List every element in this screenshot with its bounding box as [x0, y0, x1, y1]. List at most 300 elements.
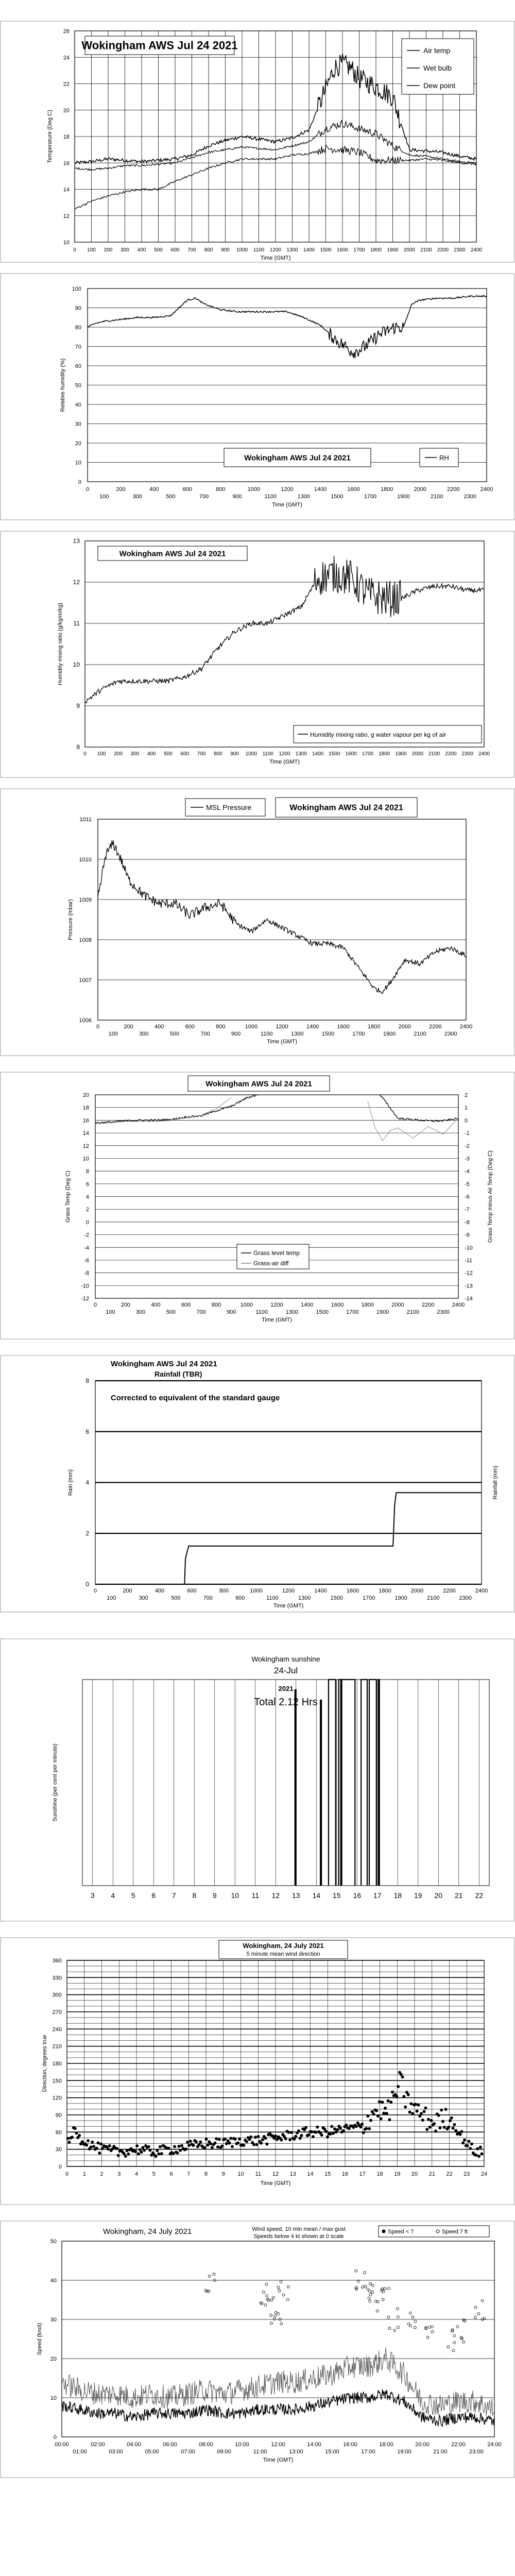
- x-tick-label: 100: [87, 247, 96, 253]
- y-tick-label: -6: [84, 1257, 89, 1264]
- direction-point: [430, 2119, 433, 2122]
- chart-title: Wokingham AWS Jul 24 2021: [244, 453, 351, 463]
- x-tick-label: 500: [166, 494, 176, 500]
- y-tick-label: 4: [85, 1194, 89, 1200]
- direction-point: [108, 2144, 111, 2147]
- direction-point: [101, 2147, 104, 2150]
- grass-temp-chart-panel: [0, 1072, 515, 1340]
- direction-point: [159, 2145, 162, 2148]
- x-tick-label: 1400: [301, 1302, 314, 1308]
- x-tick-label: 300: [135, 1309, 146, 1315]
- x-tick-label: 15: [332, 1891, 341, 1900]
- direction-point: [437, 2114, 440, 2117]
- x-tick-label: 1800: [379, 1588, 391, 1594]
- x-tick-label: 1500: [331, 494, 344, 500]
- direction-point: [189, 2140, 192, 2143]
- direction-point: [397, 2085, 400, 2088]
- x-tick-label: 11:00: [253, 2449, 267, 2455]
- x-tick-label: 200: [104, 247, 113, 253]
- direction-point: [107, 2147, 110, 2150]
- chart-frame: [1, 1072, 514, 1339]
- direction-point: [447, 2126, 450, 2129]
- chart-title: Wokingham AWS Jul 24 2021: [111, 1360, 217, 1368]
- y2-tick-label: -5: [465, 1181, 470, 1188]
- x-tick-label: 10:00: [235, 2442, 249, 2448]
- x-tick-label: 100: [97, 751, 106, 757]
- chart-subtitle: Wind speed, 10 min mean / max gust: [252, 2226, 346, 2232]
- y-tick-label: 150: [52, 2078, 62, 2084]
- y-tick-label: 30: [55, 2146, 62, 2153]
- sunshine-chart-panel: [0, 1638, 515, 1922]
- x-tick-label: 1600: [345, 751, 357, 757]
- y-tick-label: 10: [73, 661, 80, 668]
- x-tick-label: 1400: [306, 1024, 319, 1030]
- y-tick-label: -2: [84, 1232, 89, 1239]
- x-tick-label: 300: [130, 751, 140, 757]
- x-tick-label: 19:00: [397, 2449, 411, 2455]
- x-tick-label: 2100: [414, 1031, 426, 1037]
- x-tick-label: 1200: [279, 751, 290, 757]
- x-tick-label: 0: [96, 1024, 100, 1030]
- x-tick-label: 1800: [379, 751, 390, 757]
- x-tick-label: 1300: [298, 1595, 311, 1601]
- x-tick-label: 6: [169, 2171, 173, 2177]
- y-tick-label: 4: [85, 1479, 89, 1486]
- grass-temp-chart: [0, 1072, 515, 1340]
- direction-point: [264, 2137, 267, 2140]
- y-tick-label: 20: [82, 1092, 89, 1098]
- direction-point: [441, 2120, 444, 2123]
- x-tick-label: 2400: [475, 1588, 488, 1594]
- legend-label: Humidity mixing ratio, g water vapour per kg of air: [310, 731, 447, 738]
- x-tick-label: 2200: [422, 1302, 435, 1308]
- direction-point: [184, 2147, 187, 2150]
- x-tick-label: 300: [132, 494, 143, 500]
- x-tick-label: 1100: [253, 247, 265, 253]
- direction-point: [402, 2095, 405, 2098]
- x-tick-label: 2100: [406, 1309, 420, 1315]
- y-tick-label: 14: [63, 187, 70, 193]
- y-tick-label: 60: [75, 363, 81, 369]
- x-tick-label: 900: [231, 1031, 241, 1037]
- x-tick-label: 19: [414, 1891, 422, 1900]
- legend-label: MSL Pressure: [206, 803, 252, 811]
- x-tick-label: 1400: [303, 247, 315, 253]
- x-tick-label: 7: [171, 1891, 176, 1900]
- direction-point: [115, 2147, 118, 2150]
- direction-point: [452, 2127, 455, 2130]
- x-tick-label: 600: [180, 751, 190, 757]
- direction-point: [300, 2134, 303, 2137]
- chart-frame: [1, 789, 514, 1056]
- direction-point: [443, 2126, 446, 2129]
- x-tick-label: 500: [164, 751, 173, 757]
- direction-point: [242, 2144, 245, 2147]
- legend-label: Grass-air diff: [253, 1260, 289, 1267]
- y-tick-label: -4: [84, 1245, 89, 1251]
- y-tick-label: 11: [73, 620, 80, 627]
- direction-point: [332, 2132, 335, 2135]
- x-tick-label: 1100: [255, 1309, 268, 1315]
- y-tick-label: 10: [50, 2395, 57, 2401]
- x-tick-label: 1500: [330, 1595, 343, 1601]
- x-tick-label: 300: [139, 1031, 149, 1037]
- x-tick-label: 1300: [285, 1309, 299, 1315]
- temperature-chart-panel: [0, 21, 515, 263]
- direction-point: [274, 2134, 277, 2138]
- x-tick-label: 1600: [346, 1588, 359, 1594]
- y-tick-label: 20: [75, 440, 81, 447]
- direction-point: [143, 2149, 146, 2152]
- x-tick-label: 15:00: [325, 2449, 339, 2455]
- direction-point: [124, 2155, 127, 2158]
- direction-point: [245, 2140, 248, 2143]
- direction-point: [137, 2153, 140, 2156]
- x-tick-label: 17:00: [361, 2449, 375, 2455]
- direction-point: [280, 2139, 283, 2142]
- x-tick-label: 700: [200, 1031, 210, 1037]
- y-tick-label: 0: [53, 2434, 57, 2441]
- direction-point: [395, 2095, 398, 2098]
- direction-point: [434, 2130, 437, 2133]
- direction-point: [90, 2146, 93, 2149]
- direction-point: [438, 2126, 441, 2129]
- x-tick-label: 14: [307, 2171, 314, 2177]
- x-tick-label: 2200: [447, 486, 460, 493]
- x-tick-label: 800: [204, 247, 213, 253]
- x-axis-label: Time (GMT): [260, 255, 291, 261]
- x-tick-label: 2200: [443, 1588, 456, 1594]
- chart-annotation: Corrected to equivalent of the standard gauge: [111, 1394, 280, 1402]
- x-tick-label: 20:00: [415, 2442, 430, 2448]
- direction-point: [156, 2149, 159, 2152]
- direction-point: [265, 2143, 268, 2146]
- x-tick-label: 100: [108, 1031, 118, 1037]
- x-tick-label: 21:00: [433, 2449, 448, 2455]
- x-tick-label: 900: [232, 494, 242, 500]
- legend-label: Wet bulb: [423, 64, 452, 72]
- chart-frame: [1, 1639, 514, 1921]
- x-tick-label: 01:00: [73, 2449, 87, 2455]
- direction-point: [449, 2119, 452, 2122]
- direction-point: [411, 2112, 414, 2115]
- y-tick-label: 330: [52, 1975, 62, 1981]
- y-tick-label: 20: [63, 107, 70, 114]
- y-tick-label: 0: [58, 2164, 62, 2170]
- sunshine-chart: [0, 1638, 515, 1922]
- x-tick-label: 17: [373, 1891, 382, 1900]
- x-tick-label: 1400: [312, 751, 324, 757]
- x-tick-label: 600: [182, 486, 192, 493]
- x-tick-label: 22: [446, 2171, 453, 2177]
- y-tick-label: 13: [73, 537, 80, 545]
- direction-point: [479, 2146, 482, 2149]
- chart-title: Wokingham AWS Jul 24 2021: [289, 803, 403, 812]
- x-tick-label: 6: [151, 1891, 156, 1900]
- direction-point: [187, 2144, 191, 2147]
- direction-point: [75, 2131, 78, 2134]
- direction-point: [480, 2153, 484, 2156]
- y-tick-label: 100: [72, 286, 81, 292]
- direction-point: [476, 2147, 479, 2150]
- x-tick-label: 900: [235, 1595, 245, 1601]
- direction-point: [167, 2147, 170, 2150]
- x-tick-label: 09:00: [217, 2449, 231, 2455]
- direction-point: [234, 2138, 237, 2141]
- x-tick-label: 2400: [470, 247, 483, 253]
- x-tick-label: 1200: [269, 247, 282, 253]
- direction-point: [117, 2154, 120, 2157]
- x-tick-label: 1800: [381, 486, 393, 493]
- x-tick-label: 1900: [394, 1595, 407, 1601]
- direction-point: [380, 2117, 383, 2120]
- y-tick-label: 16: [82, 1117, 89, 1124]
- x-tick-label: 20: [411, 2171, 418, 2177]
- x-tick-label: 03:00: [109, 2449, 123, 2455]
- x-tick-label: 1700: [362, 751, 374, 757]
- legend-swatch: [382, 2230, 385, 2233]
- y-tick-label: 10: [75, 460, 81, 466]
- direction-point: [173, 2145, 176, 2148]
- y-tick-label: 26: [63, 28, 70, 35]
- x-tick-label: 21: [454, 1891, 463, 1900]
- x-tick-label: 1500: [329, 751, 340, 757]
- x-tick-label: 0: [73, 247, 76, 253]
- wind-speed-chart-panel: [0, 2221, 515, 2478]
- direction-point: [148, 2149, 151, 2152]
- direction-point: [385, 2112, 388, 2115]
- x-tick-label: 1300: [291, 1031, 304, 1037]
- y-tick-label: 360: [52, 1958, 62, 1964]
- x-tick-label: 06:00: [163, 2442, 177, 2448]
- y2-tick-label: -4: [465, 1168, 470, 1175]
- direction-point: [287, 2131, 290, 2134]
- x-axis-label: Time (GMT): [260, 2180, 291, 2187]
- x-tick-label: 100: [106, 1309, 115, 1315]
- x-tick-label: 800: [211, 1302, 221, 1308]
- humidity-chart-panel: [0, 273, 515, 520]
- x-tick-label: 2100: [430, 494, 443, 500]
- x-tick-label: 23:00: [469, 2449, 484, 2455]
- direction-point: [425, 2128, 428, 2131]
- x-tick-label: 0: [93, 1302, 97, 1308]
- x-tick-label: 600: [185, 1024, 195, 1030]
- x-tick-label: 2400: [480, 486, 493, 493]
- x-tick-label: 200: [124, 1024, 133, 1030]
- direction-point: [260, 2142, 263, 2145]
- direction-point: [147, 2145, 150, 2148]
- legend-label: RH: [439, 454, 449, 462]
- x-tick-label: 1700: [346, 1309, 359, 1315]
- x-tick-label: 22: [475, 1891, 484, 1900]
- direction-point: [416, 2110, 419, 2113]
- direction-point: [440, 2109, 443, 2112]
- y-tick-label: 0: [78, 479, 81, 485]
- y-tick-label: 1011: [79, 817, 92, 823]
- x-tick-label: 1100: [264, 494, 277, 500]
- direction-point: [231, 2145, 234, 2148]
- y-axis-label: Rainfall (mm): [492, 1465, 499, 1500]
- x-tick-label: 1800: [361, 1302, 374, 1308]
- direction-point: [420, 2112, 423, 2115]
- direction-point: [381, 2100, 384, 2104]
- direction-point: [376, 2114, 380, 2117]
- direction-point: [384, 2107, 387, 2110]
- y-tick-label: 14: [82, 1130, 89, 1137]
- direction-point: [365, 2127, 368, 2130]
- y-tick-label: 12: [82, 1143, 89, 1149]
- direction-point: [470, 2142, 473, 2145]
- x-axis-label: Time (GMT): [267, 1039, 297, 1045]
- y-axis-label: Pressure (mbar): [67, 899, 74, 940]
- sunshine-bar: [295, 1690, 296, 1886]
- x-tick-label: 1600: [337, 1024, 350, 1030]
- direction-point: [252, 2143, 255, 2146]
- y2-tick-label: -3: [465, 1156, 470, 1162]
- x-tick-label: 600: [187, 1588, 197, 1594]
- y2-tick-label: -1: [465, 1130, 470, 1137]
- x-tick-label: 1000: [236, 247, 248, 253]
- y-tick-label: 270: [52, 2009, 62, 2015]
- x-tick-label: 2000: [410, 1588, 424, 1594]
- x-tick-label: 600: [170, 247, 180, 253]
- direction-point: [382, 2112, 385, 2115]
- x-tick-label: 18: [376, 2171, 383, 2177]
- direction-point: [186, 2141, 189, 2144]
- direction-point: [454, 2129, 457, 2132]
- chart-subtitle: Rainfall (TBR): [154, 1370, 202, 1378]
- direction-point: [74, 2127, 77, 2130]
- chart-date: 24-Jul: [273, 1666, 298, 1675]
- x-tick-label: 0: [85, 486, 90, 493]
- y-tick-label: 12: [73, 579, 80, 586]
- direction-point: [355, 2125, 358, 2128]
- x-tick-label: 500: [171, 1595, 181, 1601]
- wind-direction-chart: [0, 1937, 515, 2205]
- x-tick-label: 13:00: [289, 2449, 303, 2455]
- y-tick-label: 6: [85, 1428, 89, 1435]
- chart-frame: [1, 2221, 514, 2478]
- x-tick-label: 02:00: [91, 2442, 105, 2448]
- direction-point: [466, 2144, 469, 2147]
- chart-total: Total 2.12 Hrs: [254, 1697, 318, 1708]
- x-tick-label: 1900: [387, 247, 399, 253]
- direction-point: [333, 2127, 336, 2130]
- direction-point: [339, 2127, 342, 2130]
- x-tick-label: 2200: [429, 1024, 442, 1030]
- mixing-ratio-chart: [0, 531, 515, 778]
- y2-tick-label: 2: [465, 1092, 468, 1098]
- y-tick-label: 50: [50, 2239, 57, 2245]
- y-tick-label: 90: [75, 305, 81, 312]
- direction-point: [218, 2138, 221, 2141]
- x-tick-label: 400: [154, 1588, 165, 1594]
- humidity-chart: [0, 273, 515, 520]
- direction-point: [97, 2141, 100, 2144]
- direction-point: [423, 2110, 426, 2113]
- direction-point: [215, 2137, 218, 2140]
- x-tick-label: 16:00: [343, 2442, 357, 2448]
- x-tick-label: 2000: [391, 1302, 404, 1308]
- x-tick-label: 3: [117, 2171, 121, 2177]
- x-tick-label: 600: [181, 1302, 191, 1308]
- x-tick-label: 2300: [454, 247, 466, 253]
- chart-title: Wokingham AWS Jul 24 2021: [81, 39, 238, 52]
- direction-point: [461, 2141, 465, 2144]
- x-tick-label: 2400: [459, 1024, 473, 1030]
- direction-point: [450, 2116, 453, 2120]
- x-axis-label: Time (GMT): [272, 502, 302, 508]
- y-axis-label: Rain (mm): [67, 1469, 74, 1496]
- mixing-ratio-chart-panel: [0, 531, 515, 778]
- y2-tick-label: -11: [465, 1257, 473, 1264]
- y-tick-label: 60: [55, 2129, 62, 2136]
- direction-point: [375, 2109, 378, 2112]
- direction-point: [316, 2126, 319, 2129]
- x-tick-label: 2000: [403, 247, 416, 253]
- y-axis-label: Sunshine (per cent per minute): [52, 1743, 58, 1822]
- direction-point: [177, 2145, 180, 2148]
- legend-label: Dew point: [423, 81, 456, 90]
- direction-point: [236, 2142, 239, 2145]
- x-tick-label: 2300: [464, 494, 476, 500]
- x-tick-label: 1900: [395, 751, 407, 757]
- y-tick-label: 12: [63, 213, 70, 219]
- x-tick-label: 21: [428, 2171, 435, 2177]
- x-tick-label: 8: [192, 1891, 197, 1900]
- y2-tick-label: -2: [465, 1143, 470, 1149]
- x-tick-label: 1300: [286, 247, 298, 253]
- x-tick-label: 900: [221, 247, 230, 253]
- direction-point: [366, 2114, 369, 2117]
- direction-point: [254, 2136, 257, 2139]
- x-tick-label: 400: [147, 751, 156, 757]
- x-tick-label: 2300: [437, 1309, 450, 1315]
- y-tick-label: 20: [50, 2356, 57, 2362]
- x-tick-label: 1000: [245, 1024, 258, 1030]
- x-tick-label: 1800: [368, 1024, 381, 1030]
- y-axis-label: Grass Temp minus Air Temp (Deg C): [487, 1150, 493, 1243]
- x-tick-label: 1700: [364, 494, 377, 500]
- direction-point: [224, 2138, 227, 2141]
- x-tick-label: 08:00: [199, 2442, 213, 2448]
- x-tick-label: 1200: [270, 1302, 283, 1308]
- chart-title: Wokingham sunshine: [251, 1655, 320, 1663]
- y2-tick-label: -9: [465, 1232, 470, 1239]
- sunshine-bar: [379, 1680, 380, 1886]
- x-tick-label: 1900: [383, 1031, 396, 1037]
- y-tick-label: 10: [82, 1156, 89, 1162]
- x-tick-label: 1500: [316, 1309, 329, 1315]
- direction-point: [99, 2143, 102, 2146]
- direction-point: [195, 2140, 198, 2143]
- y-tick-label: 10: [63, 240, 70, 246]
- x-tick-label: 2100: [420, 247, 432, 253]
- x-tick-label: 12: [271, 1891, 280, 1900]
- direction-point: [180, 2144, 183, 2147]
- direction-point: [407, 2093, 410, 2096]
- direction-point: [78, 2134, 81, 2137]
- direction-point: [228, 2142, 231, 2145]
- y-tick-label: 40: [50, 2278, 57, 2284]
- x-tick-label: 700: [199, 494, 209, 500]
- y2-tick-label: -10: [465, 1245, 473, 1251]
- y-tick-label: 16: [63, 160, 70, 167]
- x-tick-label: 2300: [461, 751, 473, 757]
- direction-point: [92, 2145, 95, 2148]
- wind-direction-chart-panel: [0, 1937, 515, 2205]
- direction-point: [477, 2155, 480, 2158]
